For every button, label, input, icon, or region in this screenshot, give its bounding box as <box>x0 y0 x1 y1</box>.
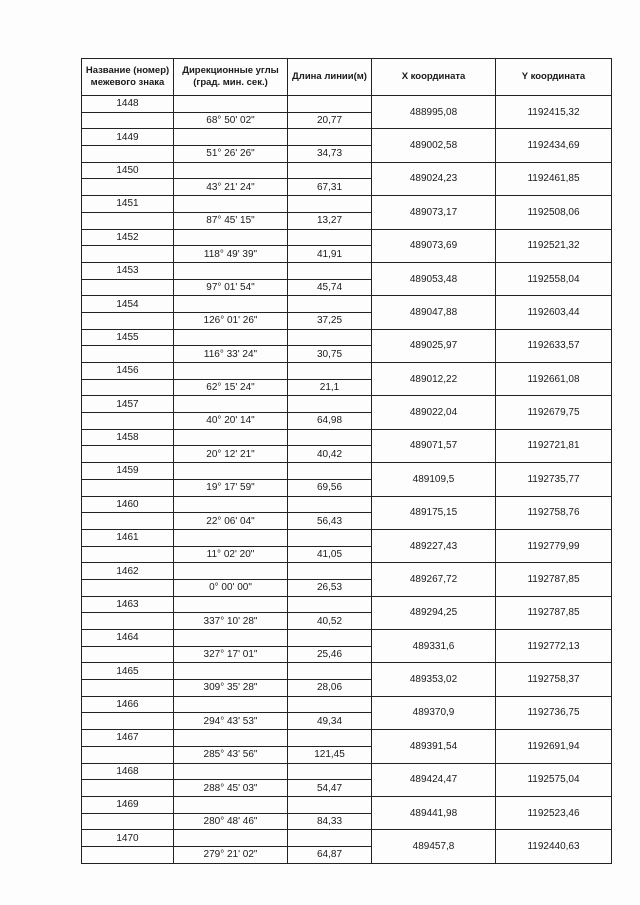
x-coordinate: 489012,22 <box>372 363 496 396</box>
empty-cell <box>288 429 372 446</box>
x-coordinate: 489109,5 <box>372 463 496 496</box>
empty-cell <box>174 696 288 713</box>
y-coordinate: 1192434,69 <box>496 129 612 162</box>
empty-cell <box>174 396 288 413</box>
y-coordinate: 1192415,32 <box>496 96 612 129</box>
empty-cell <box>288 763 372 780</box>
point-name: 1453 <box>82 262 174 279</box>
line-length: 20,77 <box>288 112 372 129</box>
x-coordinate: 489002,58 <box>372 129 496 162</box>
point-name: 1450 <box>82 162 174 179</box>
point-name: 1456 <box>82 363 174 380</box>
direction-angle: 285° 43' 56" <box>174 746 288 763</box>
direction-angle: 116° 33' 24" <box>174 346 288 363</box>
x-coordinate: 489053,48 <box>372 262 496 295</box>
empty-cell <box>288 730 372 747</box>
point-name: 1462 <box>82 563 174 580</box>
table-row-point <box>82 563 612 580</box>
empty-cell <box>82 279 174 296</box>
point-name: 1468 <box>82 763 174 780</box>
y-coordinate: 1192721,81 <box>496 429 612 462</box>
empty-cell <box>82 746 174 763</box>
empty-cell <box>174 763 288 780</box>
empty-cell <box>288 296 372 313</box>
empty-cell <box>174 329 288 346</box>
y-coordinate: 1192661,08 <box>496 363 612 396</box>
table-row-point <box>82 830 612 847</box>
table-row-point <box>82 363 612 380</box>
empty-cell <box>82 846 174 863</box>
point-name: 1457 <box>82 396 174 413</box>
x-coordinate: 489175,15 <box>372 496 496 529</box>
direction-angle: 20° 12' 21" <box>174 446 288 463</box>
header-x: X координата <box>372 59 496 96</box>
line-length: 69,56 <box>288 479 372 496</box>
empty-cell <box>174 129 288 146</box>
header-y: Y координата <box>496 59 612 96</box>
direction-angle: 87° 45' 15" <box>174 212 288 229</box>
empty-cell <box>288 796 372 813</box>
point-name: 1464 <box>82 630 174 647</box>
empty-cell <box>82 780 174 797</box>
y-coordinate: 1192508,06 <box>496 196 612 229</box>
y-coordinate: 1192735,77 <box>496 463 612 496</box>
empty-cell <box>174 663 288 680</box>
point-name: 1459 <box>82 463 174 480</box>
point-name: 1461 <box>82 529 174 546</box>
line-length: 25,46 <box>288 646 372 663</box>
empty-cell <box>174 529 288 546</box>
y-coordinate: 1192521,32 <box>496 229 612 262</box>
empty-cell <box>82 212 174 229</box>
table-row-point <box>82 329 612 346</box>
empty-cell <box>82 479 174 496</box>
empty-cell <box>82 680 174 697</box>
line-length: 64,98 <box>288 413 372 430</box>
x-coordinate: 489047,88 <box>372 296 496 329</box>
empty-cell <box>174 162 288 179</box>
table-row-point <box>82 696 612 713</box>
direction-angle: 280° 48' 46" <box>174 813 288 830</box>
x-coordinate: 489024,23 <box>372 162 496 195</box>
empty-cell <box>82 246 174 263</box>
point-name: 1454 <box>82 296 174 313</box>
x-coordinate: 489071,57 <box>372 429 496 462</box>
table-row-point <box>82 396 612 413</box>
line-length: 26,53 <box>288 579 372 596</box>
table-row-point <box>82 630 612 647</box>
empty-cell <box>288 663 372 680</box>
direction-angle: 43° 21' 24" <box>174 179 288 196</box>
point-name: 1448 <box>82 96 174 113</box>
y-coordinate: 1192787,85 <box>496 596 612 629</box>
point-name: 1470 <box>82 830 174 847</box>
header-angle: Дирекционные углы (град. мин. сек.) <box>174 59 288 96</box>
empty-cell <box>288 496 372 513</box>
empty-cell <box>174 730 288 747</box>
empty-cell <box>82 613 174 630</box>
direction-angle: 11° 02' 20" <box>174 546 288 563</box>
direction-angle: 126° 01' 26" <box>174 312 288 329</box>
line-length: 40,42 <box>288 446 372 463</box>
y-coordinate: 1192523,46 <box>496 796 612 829</box>
direction-angle: 51° 26' 26" <box>174 146 288 163</box>
table-header-row <box>82 59 612 96</box>
empty-cell <box>288 596 372 613</box>
line-length: 49,34 <box>288 713 372 730</box>
direction-angle: 68° 50' 02" <box>174 112 288 129</box>
header-length: Длина линии(м) <box>288 59 372 96</box>
table-row-point <box>82 196 612 213</box>
line-length: 30,75 <box>288 346 372 363</box>
empty-cell <box>174 563 288 580</box>
empty-cell <box>288 396 372 413</box>
empty-cell <box>288 630 372 647</box>
point-name: 1467 <box>82 730 174 747</box>
point-name: 1469 <box>82 796 174 813</box>
direction-angle: 62° 15' 24" <box>174 379 288 396</box>
empty-cell <box>174 596 288 613</box>
empty-cell <box>82 579 174 596</box>
direction-angle: 22° 06' 04" <box>174 513 288 530</box>
direction-angle: 0° 00' 00" <box>174 579 288 596</box>
direction-angle: 19° 17' 59" <box>174 479 288 496</box>
table-row-point <box>82 429 612 446</box>
empty-cell <box>82 813 174 830</box>
line-length: 41,05 <box>288 546 372 563</box>
y-coordinate: 1192679,75 <box>496 396 612 429</box>
point-name: 1449 <box>82 129 174 146</box>
empty-cell <box>288 96 372 113</box>
line-length: 13,27 <box>288 212 372 229</box>
direction-angle: 309° 35' 28" <box>174 680 288 697</box>
empty-cell <box>174 796 288 813</box>
y-coordinate: 1192575,04 <box>496 763 612 796</box>
empty-cell <box>288 463 372 480</box>
empty-cell <box>288 162 372 179</box>
x-coordinate: 489457,8 <box>372 830 496 863</box>
empty-cell <box>82 513 174 530</box>
direction-angle: 118° 49' 39" <box>174 246 288 263</box>
line-length: 54,47 <box>288 780 372 797</box>
empty-cell <box>174 429 288 446</box>
point-name: 1451 <box>82 196 174 213</box>
line-length: 45,74 <box>288 279 372 296</box>
line-length: 41,91 <box>288 246 372 263</box>
y-coordinate: 1192440,63 <box>496 830 612 863</box>
direction-angle: 288° 45' 03" <box>174 780 288 797</box>
table-row-point <box>82 730 612 747</box>
empty-cell <box>82 179 174 196</box>
table-row-point <box>82 663 612 680</box>
y-coordinate: 1192461,85 <box>496 162 612 195</box>
header-name: Название (номер) межевого знака <box>82 59 174 96</box>
empty-cell <box>174 96 288 113</box>
x-coordinate: 489424,47 <box>372 763 496 796</box>
direction-angle: 294° 43' 53" <box>174 713 288 730</box>
empty-cell <box>174 196 288 213</box>
table-row-point <box>82 262 612 279</box>
empty-cell <box>174 463 288 480</box>
table-row-point <box>82 129 612 146</box>
empty-cell <box>82 546 174 563</box>
table-row-point <box>82 162 612 179</box>
table-row-point <box>82 763 612 780</box>
table-row-point <box>82 229 612 246</box>
point-name: 1452 <box>82 229 174 246</box>
line-length: 37,25 <box>288 312 372 329</box>
empty-cell <box>288 696 372 713</box>
empty-cell <box>82 446 174 463</box>
empty-cell <box>82 646 174 663</box>
y-coordinate: 1192772,13 <box>496 630 612 663</box>
x-coordinate: 489353,02 <box>372 663 496 696</box>
empty-cell <box>288 529 372 546</box>
x-coordinate: 489073,69 <box>372 229 496 262</box>
direction-angle: 40° 20' 14" <box>174 413 288 430</box>
line-length: 67,31 <box>288 179 372 196</box>
y-coordinate: 1192758,76 <box>496 496 612 529</box>
x-coordinate: 488995,08 <box>372 96 496 129</box>
line-length: 121,45 <box>288 746 372 763</box>
empty-cell <box>82 413 174 430</box>
empty-cell <box>174 296 288 313</box>
direction-angle: 337° 10' 28" <box>174 613 288 630</box>
table-row-point <box>82 96 612 113</box>
point-name: 1466 <box>82 696 174 713</box>
empty-cell <box>82 312 174 329</box>
table-body <box>82 96 612 864</box>
table-row-point <box>82 496 612 513</box>
empty-cell <box>288 363 372 380</box>
empty-cell <box>288 196 372 213</box>
x-coordinate: 489331,6 <box>372 630 496 663</box>
y-coordinate: 1192558,04 <box>496 262 612 295</box>
table-row-point <box>82 463 612 480</box>
empty-cell <box>174 496 288 513</box>
x-coordinate: 489441,98 <box>372 796 496 829</box>
empty-cell <box>288 229 372 246</box>
point-name: 1458 <box>82 429 174 446</box>
x-coordinate: 489370,9 <box>372 696 496 729</box>
empty-cell <box>82 146 174 163</box>
y-coordinate: 1192633,57 <box>496 329 612 362</box>
table-row-point <box>82 596 612 613</box>
point-name: 1463 <box>82 596 174 613</box>
empty-cell <box>82 379 174 396</box>
line-length: 21,1 <box>288 379 372 396</box>
table-row-point <box>82 529 612 546</box>
line-length: 28,06 <box>288 680 372 697</box>
x-coordinate: 489391,54 <box>372 730 496 763</box>
point-name: 1455 <box>82 329 174 346</box>
empty-cell <box>174 229 288 246</box>
y-coordinate: 1192736,75 <box>496 696 612 729</box>
table-row-point <box>82 296 612 313</box>
empty-cell <box>82 713 174 730</box>
point-name: 1460 <box>82 496 174 513</box>
x-coordinate: 489073,17 <box>372 196 496 229</box>
empty-cell <box>288 129 372 146</box>
x-coordinate: 489294,25 <box>372 596 496 629</box>
direction-angle: 97° 01' 54" <box>174 279 288 296</box>
line-length: 64,87 <box>288 846 372 863</box>
empty-cell <box>288 329 372 346</box>
empty-cell <box>174 630 288 647</box>
y-coordinate: 1192691,94 <box>496 730 612 763</box>
line-length: 84,33 <box>288 813 372 830</box>
empty-cell <box>288 563 372 580</box>
y-coordinate: 1192787,85 <box>496 563 612 596</box>
line-length: 40,52 <box>288 613 372 630</box>
empty-cell <box>174 262 288 279</box>
point-name: 1465 <box>82 663 174 680</box>
empty-cell <box>288 262 372 279</box>
y-coordinate: 1192779,99 <box>496 529 612 562</box>
empty-cell <box>82 112 174 129</box>
direction-angle: 327° 17' 01" <box>174 646 288 663</box>
line-length: 56,43 <box>288 513 372 530</box>
line-length: 34,73 <box>288 146 372 163</box>
empty-cell <box>82 346 174 363</box>
table-row-point <box>82 796 612 813</box>
x-coordinate: 489267,72 <box>372 563 496 596</box>
empty-cell <box>288 830 372 847</box>
y-coordinate: 1192758,37 <box>496 663 612 696</box>
coordinates-table <box>81 58 612 864</box>
empty-cell <box>174 830 288 847</box>
y-coordinate: 1192603,44 <box>496 296 612 329</box>
empty-cell <box>174 363 288 380</box>
x-coordinate: 489025,97 <box>372 329 496 362</box>
x-coordinate: 489227,43 <box>372 529 496 562</box>
x-coordinate: 489022,04 <box>372 396 496 429</box>
direction-angle: 279° 21' 02" <box>174 846 288 863</box>
